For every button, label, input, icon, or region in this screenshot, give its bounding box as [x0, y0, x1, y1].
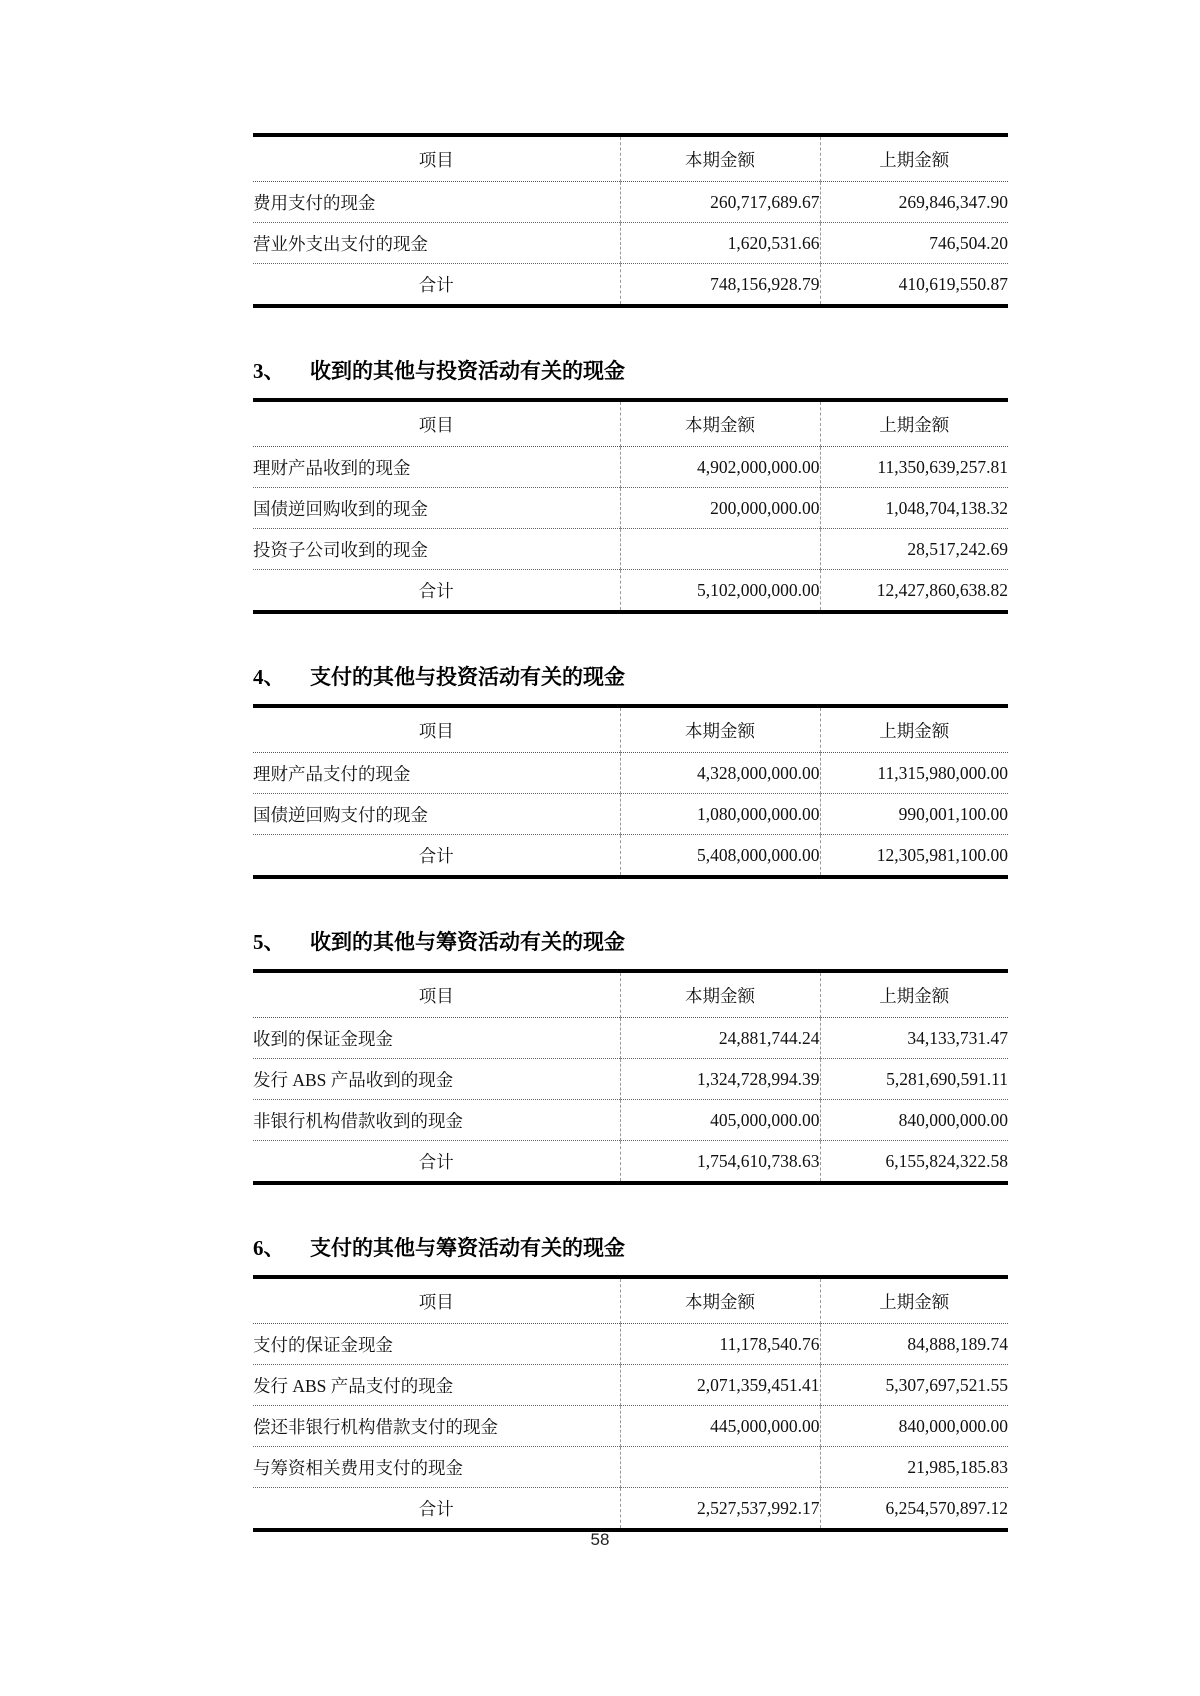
section-title: 收到的其他与投资活动有关的现金 — [310, 359, 625, 383]
total-label-cell: 合计 — [418, 1151, 454, 1172]
total-label-cell: 合计 — [418, 1498, 454, 1519]
page-number: 58 — [590, 1530, 610, 1549]
table-header-row — [253, 400, 1008, 447]
section-title: 支付的其他与投资活动有关的现金 — [310, 665, 625, 689]
report-content — [253, 133, 1008, 1532]
prior-amount-cell: 269,846,347.90 — [820, 182, 1008, 223]
table-header-row — [253, 1277, 1008, 1324]
current-amount-cell: 4,328,000,000.00 — [620, 753, 820, 794]
prior-amount-total-cell: 12,305,981,100.00 — [820, 835, 1008, 878]
table-row — [253, 1365, 1008, 1406]
current-amount-cell: 445,000,000.00 — [620, 1406, 820, 1447]
financial-table — [253, 398, 1008, 614]
current-amount-total-cell: 748,156,928.79 — [620, 264, 820, 307]
item-cell: 非银行机构借款收到的现金 — [253, 1100, 620, 1141]
table-row — [253, 1059, 1008, 1100]
item-cell: 国债逆回购支付的现金 — [253, 794, 620, 835]
table-header-row — [253, 135, 1008, 182]
current-amount-total-cell: 1,754,610,738.63 — [620, 1141, 820, 1184]
section-number: 4、 — [253, 665, 285, 689]
column-header: 上期金额 — [820, 1277, 1008, 1324]
item-cell: 发行 ABS 产品支付的现金 — [253, 1365, 620, 1406]
table-row — [253, 223, 1008, 264]
total-row — [253, 1141, 1008, 1184]
item-cell: 营业外支出支付的现金 — [253, 223, 620, 264]
financial-table — [253, 704, 1008, 879]
total-row — [253, 264, 1008, 307]
column-header: 本期金额 — [620, 1277, 820, 1324]
total-label-cell: 合计 — [418, 580, 454, 601]
table-row — [253, 753, 1008, 794]
current-amount-cell: 260,717,689.67 — [620, 182, 820, 223]
item-cell: 支付的保证金现金 — [253, 1324, 620, 1365]
financial-table — [253, 133, 1008, 308]
financial-table — [253, 1275, 1008, 1532]
current-amount-total-cell: 5,408,000,000.00 — [620, 835, 820, 878]
prior-amount-cell: 34,133,731.47 — [820, 1018, 1008, 1059]
item-cell: 国债逆回购收到的现金 — [253, 488, 620, 529]
prior-amount-cell: 28,517,242.69 — [820, 529, 1008, 570]
prior-amount-total-cell: 410,619,550.87 — [820, 264, 1008, 307]
current-amount-cell: 1,080,000,000.00 — [620, 794, 820, 835]
current-amount-cell: 1,324,728,994.39 — [620, 1059, 820, 1100]
table-row — [253, 1018, 1008, 1059]
current-amount-cell: 1,620,531.66 — [620, 223, 820, 264]
prior-amount-cell: 11,315,980,000.00 — [820, 753, 1008, 794]
item-cell: 费用支付的现金 — [253, 182, 620, 223]
column-header: 项目 — [253, 400, 620, 447]
table-row — [253, 488, 1008, 529]
table-header-row — [253, 971, 1008, 1018]
item-cell: 与筹资相关费用支付的现金 — [253, 1447, 620, 1488]
current-amount-cell — [620, 529, 820, 570]
current-amount-cell: 200,000,000.00 — [620, 488, 820, 529]
section-number: 3、 — [253, 359, 285, 383]
total-row — [253, 835, 1008, 878]
current-amount-total-cell: 5,102,000,000.00 — [620, 570, 820, 613]
item-cell: 发行 ABS 产品收到的现金 — [253, 1059, 620, 1100]
prior-amount-cell: 840,000,000.00 — [820, 1100, 1008, 1141]
prior-amount-cell: 21,985,185.83 — [820, 1447, 1008, 1488]
column-header: 上期金额 — [820, 400, 1008, 447]
prior-amount-cell: 5,307,697,521.55 — [820, 1365, 1008, 1406]
section-number: 6、 — [253, 1236, 285, 1260]
column-header: 上期金额 — [820, 971, 1008, 1018]
prior-amount-total-cell: 6,254,570,897.12 — [820, 1488, 1008, 1531]
current-amount-cell: 2,071,359,451.41 — [620, 1365, 820, 1406]
section-title: 支付的其他与筹资活动有关的现金 — [310, 1236, 625, 1260]
table-row — [253, 529, 1008, 570]
prior-amount-cell: 84,888,189.74 — [820, 1324, 1008, 1365]
item-cell: 收到的保证金现金 — [253, 1018, 620, 1059]
table-row — [253, 1406, 1008, 1447]
current-amount-cell: 4,902,000,000.00 — [620, 447, 820, 488]
prior-amount-cell: 990,001,100.00 — [820, 794, 1008, 835]
column-header: 本期金额 — [620, 400, 820, 447]
section-title: 收到的其他与筹资活动有关的现金 — [310, 930, 625, 954]
prior-amount-cell: 840,000,000.00 — [820, 1406, 1008, 1447]
column-header: 项目 — [253, 971, 620, 1018]
item-cell: 偿还非银行机构借款支付的现金 — [253, 1406, 620, 1447]
financial-table — [253, 969, 1008, 1185]
section-heading — [253, 1235, 1008, 1261]
prior-amount-cell: 1,048,704,138.32 — [820, 488, 1008, 529]
column-header: 项目 — [253, 706, 620, 753]
total-label-cell: 合计 — [418, 845, 454, 866]
total-row — [253, 1488, 1008, 1531]
item-cell: 理财产品支付的现金 — [253, 753, 620, 794]
prior-amount-cell: 5,281,690,591.11 — [820, 1059, 1008, 1100]
page-footer — [0, 1530, 1200, 1550]
table-row — [253, 1447, 1008, 1488]
total-row — [253, 570, 1008, 613]
prior-amount-total-cell: 6,155,824,322.58 — [820, 1141, 1008, 1184]
item-cell: 投资子公司收到的现金 — [253, 529, 620, 570]
current-amount-cell: 405,000,000.00 — [620, 1100, 820, 1141]
prior-amount-total-cell: 12,427,860,638.82 — [820, 570, 1008, 613]
section-heading — [253, 358, 1008, 384]
table-row — [253, 1100, 1008, 1141]
column-header: 上期金额 — [820, 135, 1008, 182]
table-row — [253, 182, 1008, 223]
section-heading — [253, 929, 1008, 955]
item-cell: 理财产品收到的现金 — [253, 447, 620, 488]
current-amount-cell: 24,881,744.24 — [620, 1018, 820, 1059]
current-amount-cell: 11,178,540.76 — [620, 1324, 820, 1365]
current-amount-total-cell: 2,527,537,992.17 — [620, 1488, 820, 1531]
column-header: 项目 — [253, 135, 620, 182]
total-label-cell: 合计 — [418, 274, 454, 295]
column-header: 本期金额 — [620, 706, 820, 753]
column-header: 上期金额 — [820, 706, 1008, 753]
table-row — [253, 447, 1008, 488]
section-number: 5、 — [253, 930, 285, 954]
table-header-row — [253, 706, 1008, 753]
column-header: 本期金额 — [620, 971, 820, 1018]
table-row — [253, 1324, 1008, 1365]
column-header: 项目 — [253, 1277, 620, 1324]
section-heading — [253, 664, 1008, 690]
table-row — [253, 794, 1008, 835]
column-header: 本期金额 — [620, 135, 820, 182]
prior-amount-cell: 11,350,639,257.81 — [820, 447, 1008, 488]
current-amount-cell — [620, 1447, 820, 1488]
prior-amount-cell: 746,504.20 — [820, 223, 1008, 264]
